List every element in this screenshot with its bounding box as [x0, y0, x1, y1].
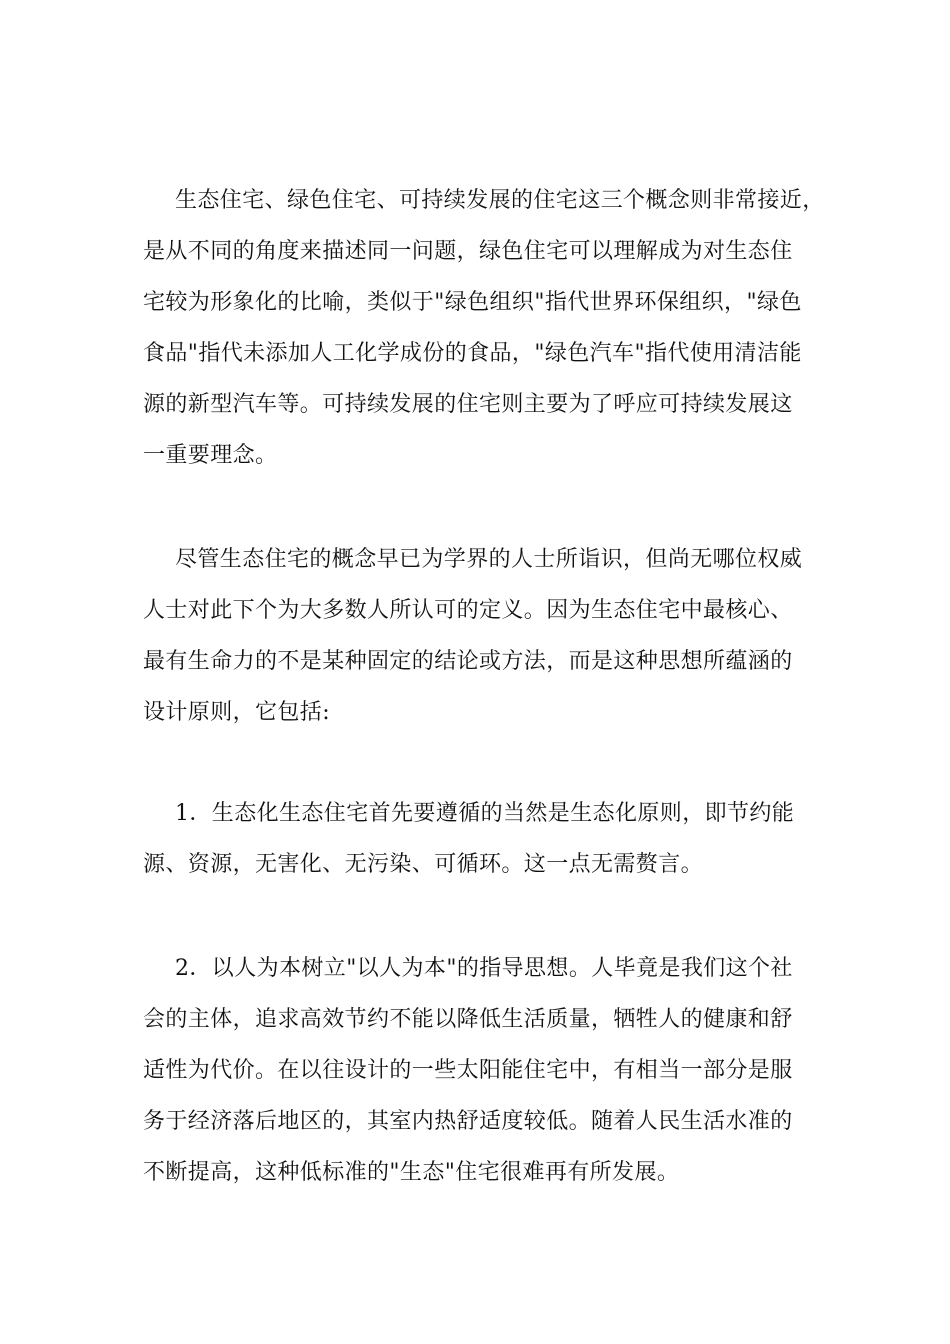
paragraph-4-line-1	[0, 954, 950, 984]
paragraph-2-line-2	[0, 596, 950, 626]
text-line: 会的主体，追求高效节约不能以降低生活质量，牺牲人的健康和舒	[143, 1007, 793, 1032]
text-line: 食品"指代未添加人工化学成份的食品，"绿色汽车"指代使用清洁能	[143, 341, 802, 366]
paragraph-1-line-6	[0, 441, 950, 471]
paragraph-1-line-1	[0, 186, 950, 216]
paragraph-4-line-5	[0, 1158, 950, 1188]
text-line: 源、资源，无害化、无污染、可循环。这一点无需赘言。	[143, 852, 704, 877]
text-line: 人士对此下个为大多数人所认可的定义。因为生态住宅中最核心、	[143, 598, 793, 623]
text-line: 最有生命力的不是某种固定的结论或方法，而是这种思想所蕴涵的	[143, 649, 793, 674]
text-line: 适性为代价。在以往设计的一些太阳能住宅中，有相当一部分是服	[143, 1058, 793, 1083]
paragraph-1-line-2	[0, 237, 950, 267]
paragraph-4-line-4	[0, 1107, 950, 1137]
paragraph-1-line-5	[0, 390, 950, 420]
paragraph-2-line-3	[0, 647, 950, 677]
paragraph-4-line-2	[0, 1005, 950, 1035]
text-line: 是从不同的角度来描述同一问题，绿色住宅可以理解成为对生态住	[143, 239, 793, 264]
text-line: 务于经济落后地区的，其室内热舒适度较低。随着人民生活水准的	[143, 1109, 793, 1134]
text-line: 源的新型汽车等。可持续发展的住宅则主要为了呼应可持续发展这	[143, 392, 793, 417]
text-line: 一重要理念。	[143, 443, 278, 468]
paragraph-3-line-2	[0, 850, 950, 880]
paragraph-1-line-4	[0, 339, 950, 369]
paragraph-2-line-4	[0, 698, 950, 728]
text-line: 生态住宅、绿色住宅、可持续发展的住宅这三个概念则非常接近，	[175, 188, 825, 213]
paragraph-1-line-3	[0, 288, 950, 318]
paragraph-2-line-1	[0, 545, 950, 575]
text-line: 设计原则，它包括:	[143, 700, 331, 725]
text-line: 宅较为形象化的比喻，类似于"绿色组织"指代世界环保组织，"绿色	[143, 290, 802, 315]
paragraph-3-line-1	[0, 799, 950, 829]
text-line: 1．生态化生态住宅首先要遵循的当然是生态化原则，即节约能	[175, 801, 795, 826]
text-line: 2．以人为本树立"以人为本"的指导思想。人毕竟是我们这个社	[175, 956, 793, 981]
text-line: 不断提高，这种低标准的"生态"住宅很难再有所发展。	[143, 1160, 680, 1185]
paragraph-4-line-3	[0, 1056, 950, 1086]
text-line: 尽管生态住宅的概念早已为学界的人士所诣识，但尚无哪位权威	[175, 547, 803, 572]
